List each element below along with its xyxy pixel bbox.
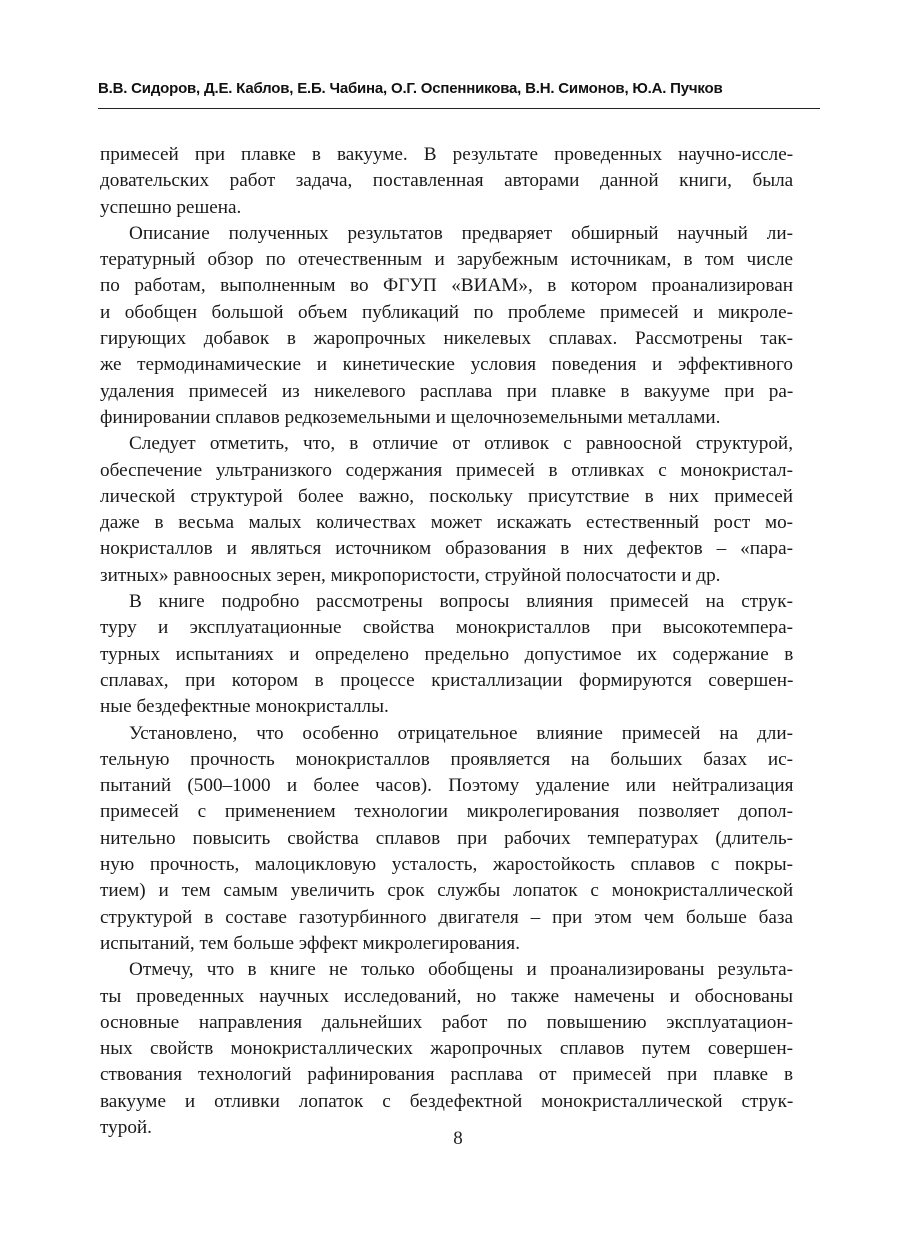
text-line: ную прочность, малоцикловую усталость, жаростойкость сплавов с покры- <box>100 854 793 876</box>
text-line: обеспечение ультранизкого содержания примесей в отливках с монокристал- <box>100 459 793 481</box>
text-line: турных испытаниях и определено предельно допустимое их содержание в <box>100 643 794 665</box>
text-line: тельную прочность монокристаллов проявляется на больших базах ис- <box>100 748 793 770</box>
text-line: же термодинамические и кинетические условия поведения и эффективного <box>100 354 793 376</box>
text-line: В книге подробно рассмотрены вопросы влияния примесей на струк- <box>129 591 793 613</box>
text-line: лической структурой более важно, поскольку присутствие в них примесей <box>100 485 793 507</box>
text-line: ные бездефектные монокристаллы. <box>100 696 389 718</box>
paragraph <box>100 142 793 221</box>
text-line: удаления примесей из никелевого расплава при плавке в вакууме при ра- <box>100 380 794 402</box>
text-line: испытаний, тем больше эффект микролегирования. <box>100 932 521 954</box>
paragraph <box>100 221 793 431</box>
text-line: Следует отметить, что, в отличие от отливок с равноосной структурой, <box>129 433 793 455</box>
text-line: пытаний (500–1000 и более часов). Поэтому удаление или нейтрализация <box>100 775 794 797</box>
text-line: вакууме и отливки лопаток с бездефектной монокристаллической струк- <box>100 1090 794 1112</box>
text-line: ствования технологий рафинирования расплава от примесей при плавке в <box>100 1064 793 1086</box>
page-number: 8 <box>453 1128 463 1149</box>
text-line: и обобщен большой объем публикаций по проблеме примесей и микроле- <box>100 301 793 323</box>
text-line: по работам, выполненным во ФГУП «ВИАМ», в котором проанализирован <box>100 275 793 297</box>
text-line: гирующих добавок в жаропрочных никелевых сплавах. Рассмотрены так- <box>100 328 794 350</box>
text-line: тием) и тем самым увеличить срок службы лопаток с монокристаллической <box>100 880 794 902</box>
text-line: примесей при плавке в вакууме. В результате проведенных научно-иссле- <box>100 144 794 165</box>
text-line: туру и эксплуатационные свойства монокристаллов при высокотемпера- <box>100 617 793 639</box>
text-line: довательских работ задача, поставленная авторами данной книги, была <box>100 170 794 192</box>
text-line: сплавах, при котором в процессе кристаллизации формируются совершен- <box>100 669 794 691</box>
text-line: Описание полученных результатов предваряет обширный научный ли- <box>129 222 793 244</box>
text-line: структурой в составе газотурбинного двигателя – при этом чем больше база <box>100 906 793 928</box>
paragraph <box>100 431 793 589</box>
text-line: основные направления дальнейших работ по повышению эксплуатацион- <box>100 1011 793 1033</box>
paragraph <box>100 589 793 720</box>
text-line: Отмечу, что в книге не только обобщены и проанализированы результа- <box>129 959 793 981</box>
text-line: зитных» равноосных зерен, микропористости, струйной полосчатости и др. <box>100 564 721 586</box>
text-line: даже в весьма малых количествах может искажать естественный рост мо- <box>100 512 794 534</box>
text-line: успешно решена. <box>100 196 242 218</box>
header-rule <box>98 108 820 109</box>
text-line: нокристаллов и являться источником образования в них дефектов – «пара- <box>100 538 793 560</box>
body-text <box>100 142 793 1141</box>
text-line: примесей с применением технологии микролегирования позволяет допол- <box>100 801 794 823</box>
text-line: ных свойств монокристаллических жаропрочных сплавов путем совершен- <box>100 1038 793 1060</box>
text-line: ты проведенных научных исследований, но также намечены и обоснованы <box>100 985 793 1007</box>
paragraph <box>100 957 793 1141</box>
running-head-authors: В.В. Сидоров, Д.Е. Каблов, Е.Б. Чабина, О.Г. Оспенникова, В.Н. Симонов, Ю.А. Пучков <box>98 80 723 97</box>
text-line: тературный обзор по отечественным и зарубежным источникам, в том числе <box>100 249 794 271</box>
text-line: Установлено, что особенно отрицательное влияние примесей на дли- <box>129 722 793 744</box>
text-line: финировании сплавов редкоземельными и щелочноземельными металлами. <box>100 406 721 428</box>
paragraph <box>100 721 793 958</box>
text-line: нительно повысить свойства сплавов при рабочих температурах (длитель- <box>100 827 794 849</box>
text-line: турой. <box>100 1116 152 1138</box>
